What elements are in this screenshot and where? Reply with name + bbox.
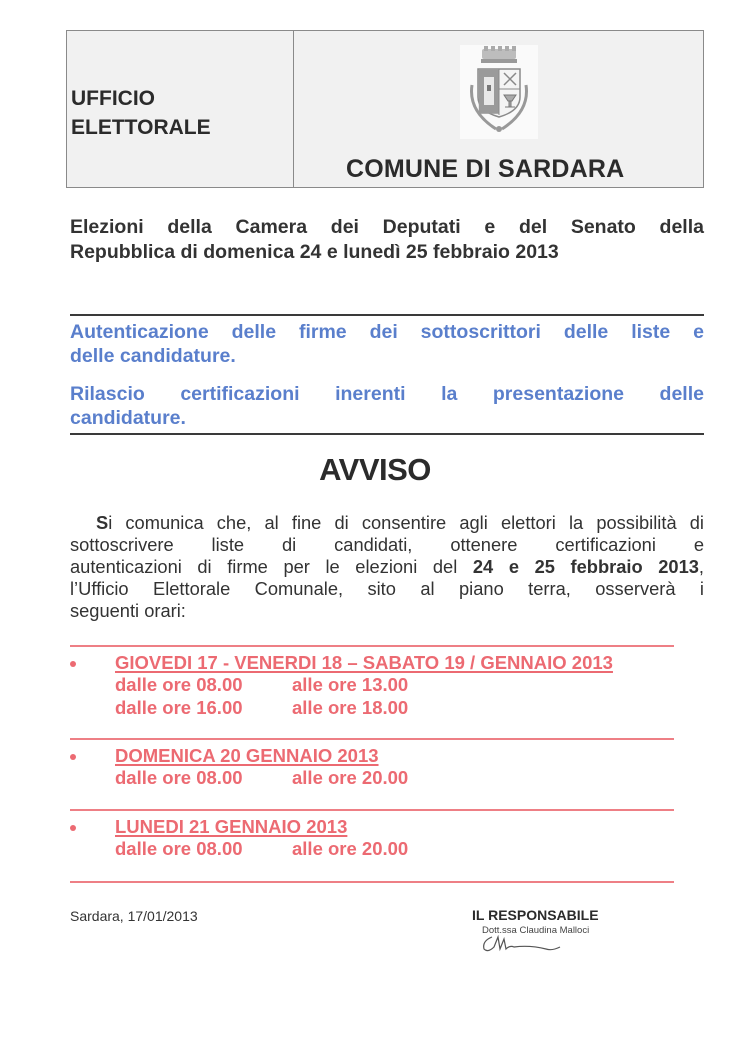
hours-to: alle ore 13.00: [292, 674, 409, 695]
hours-from: dalle ore 08.00: [115, 838, 243, 859]
place-and-date: Sardara, 17/01/2013: [70, 908, 198, 924]
election-title-line1: Elezioni della Camera dei Deputati e del Senato della: [70, 216, 704, 238]
signer-name: Dott.ssa Claudina Malloci: [482, 925, 590, 936]
schedule-hours: [115, 674, 409, 697]
service-certificates: [70, 382, 704, 430]
divider-top: [70, 314, 704, 316]
office-title-line2: ELETTORALE: [71, 116, 211, 139]
schedule-day-title: DOMENICA 20 GENNAIO 2013: [115, 745, 379, 766]
hours-to: alle ore 18.00: [292, 697, 409, 718]
header-box: [66, 30, 704, 188]
notice-line-5: seguenti orari:: [70, 600, 186, 621]
municipal-coat-of-arms-icon: [460, 45, 538, 139]
hours-from: dalle ore 16.00: [115, 697, 243, 718]
notice-title: AVVISO: [319, 452, 431, 487]
service-2-line1: Rilascio certificazioni inerenti la presentazione delle: [70, 383, 704, 405]
notice-body: [70, 512, 704, 622]
schedule-divider-2: [70, 738, 674, 740]
signer-title: IL RESPONSABILE: [472, 907, 599, 923]
hours-from: dalle ore 08.00: [115, 674, 243, 695]
election-dates: 24 e 25 febbraio 2013: [472, 556, 699, 577]
office-title-line1: UFFICIO: [71, 87, 155, 110]
service-1-line1: Autenticazione delle firme dei sottoscrittori delle liste e: [70, 321, 704, 343]
notice-line-3: [70, 556, 704, 578]
hours-from: dalle ore 08.00: [115, 767, 243, 788]
bullet-icon: [70, 825, 76, 831]
notice-line-1: [70, 512, 704, 534]
service-1-line2: delle candidature.: [70, 345, 236, 367]
notice-line-3-text: autenticazioni di firme per le elezioni del: [70, 556, 473, 577]
election-title-line2: Repubblica di domenica 24 e lunedì 25 febbraio 2013: [70, 241, 559, 263]
notice-initial: S: [96, 512, 109, 533]
handwritten-signature-icon: [480, 933, 570, 960]
schedule-divider-1: [70, 645, 674, 647]
notice-line-1-text: i comunica che, al fine di consentire agli elettori la possibilità di: [108, 512, 704, 533]
schedule-day-title: GIOVEDI 17 - VENERDI 18 – SABATO 19 / GENNAIO 2013: [115, 652, 613, 673]
notice-line-4: l’Ufficio Elettorale Comunale, sito al piano terra, osserverà i: [70, 578, 704, 599]
divider-bottom: [70, 433, 704, 435]
service-signature-authentication: [70, 320, 704, 368]
notice-line-2: sottoscrivere liste di candidati, ottenere certificazioni e: [70, 534, 704, 555]
office-cell: [67, 31, 294, 187]
hours-to: alle ore 20.00: [292, 838, 409, 859]
service-2-line2: candidature.: [70, 407, 186, 429]
schedule-divider-4: [70, 881, 674, 883]
election-title: [70, 215, 704, 265]
hours-to: alle ore 20.00: [292, 767, 409, 788]
municipality-cell: [294, 31, 703, 187]
schedule-divider-3: [70, 809, 674, 811]
bullet-icon: [70, 754, 76, 760]
schedule-hours: [115, 697, 409, 720]
schedule-hours: [115, 838, 409, 861]
municipality-title: COMUNE DI SARDARA: [346, 155, 625, 183]
notice-line-3-end: ,: [698, 556, 705, 577]
office-title: [71, 84, 211, 142]
schedule-day-title: LUNEDI 21 GENNAIO 2013: [115, 816, 348, 837]
schedule-hours: [115, 767, 409, 790]
bullet-icon: [70, 661, 76, 667]
